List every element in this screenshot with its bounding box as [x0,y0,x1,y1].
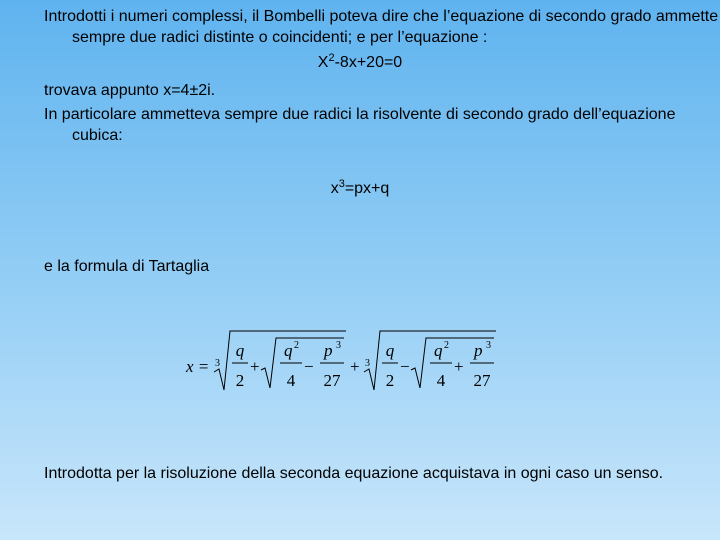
particular-paragraph: In particolare ammetteva sempre due radici la risolvente di secondo grado dell’equazione cubica: [44,106,676,144]
q-numerator-1: q [235,341,245,360]
solution-paragraph: trovava appunto x=4±2i. [44,82,216,99]
eq2-exponent: 3 [338,178,345,190]
q-numerator-2: q [385,341,395,360]
closing-paragraph: Introdotta per la risoluzione della seconda equazione acquistava in ogni caso un senso. [44,465,664,482]
q-squared-base-1: q [284,341,293,360]
p-cubed-exp-2: 3 [486,340,491,351]
plus-between-roots: + [350,357,360,376]
q-squared-exp-1: 2 [294,340,299,351]
denominator-four-2: 4 [436,371,446,390]
denominator-27-1: 27 [323,371,341,390]
formula-x-equals: x = [186,357,210,376]
tartaglia-paragraph: e la formula di Tartaglia [44,258,210,275]
plus-sign-2: + [454,357,464,376]
denominator-four-1: 4 [286,371,296,390]
eq2-base: x [330,180,339,197]
p-cubed-base-1: p [324,341,333,360]
q-squared-base-2: q [434,341,443,360]
minus-sign-1: − [304,357,314,376]
intro-paragraph: Introdotti i numeri complessi, il Bombelli poteva dire che l’equazione di secondo grado ammette sempre due radici distinte o coincidenti; e per l’equazione : [44,8,719,46]
denominator-two-2: 2 [385,371,395,390]
eq1-base: X [317,54,329,71]
tartaglia-formula [184,326,504,396]
p-cubed-base-2: p [474,341,483,360]
denominator-two-1: 2 [235,371,245,390]
equation-cubic [0,178,720,199]
equation-quadratic [0,52,720,73]
cube-index-1: 3 [215,358,220,369]
q-squared-exp-2: 2 [444,340,449,351]
p-cubed-exp-1: 3 [336,340,341,351]
denominator-27-2: 27 [473,371,491,390]
eq2-rest: =px+q [344,180,390,197]
plus-sign-1: + [250,357,260,376]
cube-index-2: 3 [365,358,370,369]
minus-sign-2: − [400,357,410,376]
eq1-rest: -8x+20=0 [334,54,403,71]
eq1-exponent: 2 [328,52,335,64]
